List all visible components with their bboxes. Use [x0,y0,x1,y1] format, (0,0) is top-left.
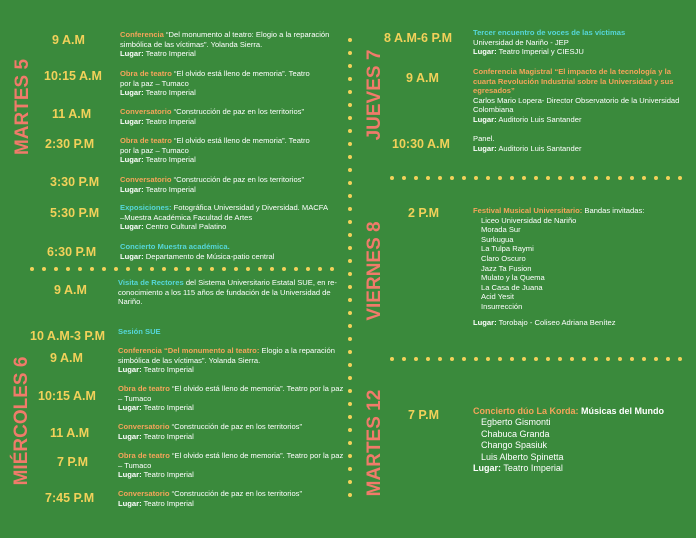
list-item: Acid Yesit [481,292,514,302]
event-description: Conversatorio “Construcción de paz en los territorios” Lugar: Teatro Imperial [120,175,305,194]
event-time: 10 A.M-3 P.M [30,329,106,343]
separator-dot [498,176,502,180]
list-item: Mulato y la Quema [481,273,545,283]
list-item: Chabuca Granda [481,428,550,439]
separator-dot [630,357,634,361]
event-description: Obra de teatro “El olvido está lleno de memoria”. Teatro por la paz – Tumaco Lugar: Teatro Imperial [118,384,344,413]
separator-dot [348,363,352,367]
event-description: Conversatorio “Construcción de paz en los territorios” Lugar: Teatro Imperial [120,107,305,126]
event-description: Obra de teatro “El olvido está lleno de memoria”. Teatro por la paz – Tumaco Lugar: Teatro Imperial [120,69,310,98]
separator-dot [348,194,352,198]
event-description: Conferencia “Del monumento al teatro: Elogio a la reparación simbólica de las víctimas”. Yolanda Sierra. Lugar: Teatro Imperial [118,346,335,375]
separator-dot [258,267,262,271]
separator-dot [570,357,574,361]
separator-dot [348,415,352,419]
event-description: Sesión SUE [118,327,161,336]
separator-dot [348,441,352,445]
event-time: 7 P.M [57,455,89,469]
event-time: 9 A.M [406,71,439,85]
separator-dot [486,357,490,361]
event-time: 10:30 A.M [392,137,450,151]
separator-dot [630,176,634,180]
separator-dot [348,324,352,328]
separator-dot [348,259,352,263]
day-viernes-8: VIERNES 8 [364,221,385,321]
day-jueves-7: JUEVES 7 [364,49,385,141]
separator-dot [30,267,34,271]
separator-dot [582,176,586,180]
separator-dot [246,267,250,271]
event-time: 11 A.M [50,426,90,440]
day-martes-12: MARTES 12 [364,389,385,497]
day-martes-5: MARTES 5 [12,58,33,156]
separator-dot [450,176,454,180]
separator-dot [510,176,514,180]
separator-dot [348,207,352,211]
band-list [473,216,688,312]
separator-dot [348,116,352,120]
separator-dot [402,176,406,180]
separator-dot [522,176,526,180]
separator-dot [426,176,430,180]
separator-dot [348,389,352,393]
separator-dot [654,176,658,180]
separator-dot [594,176,598,180]
separator-dot [348,90,352,94]
event-description: Visita de Rectores del Sistema Universitario Estatal SUE, en re-conocimiento a los 115 años de fundación de la Universidad de Nariño. [118,278,337,307]
separator-dot [102,267,106,271]
separator-dot [114,267,118,271]
list-item: Morada Sur [481,225,521,235]
separator-dot [348,311,352,315]
list-item: Surkugua [481,234,514,244]
separator-dot [642,176,646,180]
list-item: Liceo Universidad de Nariño [481,215,577,225]
event-time: 3:30 P.M [50,175,100,189]
separator-dot [558,357,562,361]
event-time: 10:15 A.M [38,389,96,403]
separator-dot [348,493,352,497]
separator-dot [594,357,598,361]
event-time: 7:45 P.M [45,491,95,505]
event-description: Conferencia “Del monumento al teatro: Elogio a la reparación simbólica de las víctimas”. Yolanda Sierra. Lugar: Teatro Imperial [120,30,330,59]
separator-dot [348,350,352,354]
separator-dot [348,376,352,380]
event-time: 9 A.M [50,351,83,365]
separator-dot [348,64,352,68]
separator-dot [282,267,286,271]
artist-list [473,417,688,463]
event-time: 9 A.M [54,283,87,297]
separator-dot [450,357,454,361]
event-time: 2 P.M [408,206,440,220]
separator-dot [348,142,352,146]
event-description: Exposiciones: Fotográfica Universidad y Diversidad. MACFA –Muestra Académica Facultad de Artes Lugar: Centro Cultural Palatino [120,203,328,232]
separator-dot [348,402,352,406]
event-description: Festival Musical Universitario: Bandas invitadas: Liceo Universidad de Nariño Morada Sur Surkugua La Tulpa Raymi Claro Oscuro Jazz Ta Fusion Mulato y la Quema La Casa de Juana Acid Yesit Insurrección Lugar: Torobajo - Coliseo Adriana Benítez [473,206,688,327]
separator-dot [42,267,46,271]
separator-dot [414,357,418,361]
separator-dot [348,246,352,250]
separator-dot [348,103,352,107]
separator-dot [348,77,352,81]
event-time: 6:30 P.M [47,245,97,259]
day-miercoles-6: MIÉRCOLES 6 [11,356,32,486]
event-time: 9 A.M [52,33,85,47]
separator-dot [348,272,352,276]
separator-dot [126,267,130,271]
event-time: 5:30 P.M [50,206,100,220]
separator-dot [348,51,352,55]
separator-dot [348,38,352,42]
separator-dot [534,176,538,180]
event-description: Conferencia Magistral “El impacto de la tecnología y la cuarta Revolución Industrial sobre la Universidad y sus egresados” Carlos Mario Lopera- Director Observatorio de la Universidad Colombiana Lugar: Auditorio Luis Santander [473,67,680,124]
separator-dot [348,467,352,471]
separator-dot [546,176,550,180]
separator-dot [498,357,502,361]
separator-dot [474,357,478,361]
separator-dot [162,267,166,271]
separator-dot [306,267,310,271]
separator-dot [348,337,352,341]
separator-dot [348,129,352,133]
event-description: Conversatorio “Construcción de paz en los territorios” Lugar: Teatro Imperial [118,489,303,508]
separator-dot [318,267,322,271]
separator-dot [618,357,622,361]
separator-dot [390,357,394,361]
separator-dot [582,357,586,361]
separator-dot [510,357,514,361]
event-time: 8 A.M-6 P.M [384,31,453,45]
separator-dot [522,357,526,361]
separator-dot [348,168,352,172]
separator-dot [348,298,352,302]
separator-dot [234,267,238,271]
separator-dot [570,176,574,180]
separator-dot [438,176,442,180]
separator-dot [474,176,478,180]
list-item: Egberto Gismonti [481,417,551,428]
separator-dot [138,267,142,271]
list-item: La Tulpa Raymi [481,244,534,254]
list-item: Jazz Ta Fusion [481,263,532,273]
separator-dot [198,267,202,271]
separator-dot [534,357,538,361]
separator-dot [666,357,670,361]
list-item: La Casa de Juana [481,282,543,292]
event-description: Obra de teatro “El olvido está lleno de memoria”. Teatro por la paz – Tumaco Lugar: Teatro Imperial [120,136,310,165]
event-time: 2:30 P.M [45,137,95,151]
separator-dot [606,176,610,180]
separator-dot [348,285,352,289]
separator-dot [654,357,658,361]
list-item: Insurrección [481,301,523,311]
separator-dot [462,357,466,361]
separator-dot [486,176,490,180]
event-description: Conversatorio “Construcción de paz en los territorios” Lugar: Teatro Imperial [118,422,303,441]
separator-dot [678,176,682,180]
separator-dot [546,357,550,361]
event-description: Concierto dúo La Korda: Músicas del Mundo Egberto Gismonti Chabuca Granda Chango Spasiuk Luis Alberto Spinetta Lugar: Teatro Imperial [473,406,688,474]
separator-dot [678,357,682,361]
separator-dot [618,176,622,180]
separator-dot [210,267,214,271]
separator-dot [390,176,394,180]
list-item: Chango Spasiuk [481,440,548,451]
separator-dot [462,176,466,180]
separator-dot [606,357,610,361]
event-time: 7 P.M [408,408,440,422]
separator-dot [54,267,58,271]
separator-dot [90,267,94,271]
event-description: Panel. Lugar: Auditorio Luis Santander [473,134,582,153]
separator-dot [150,267,154,271]
separator-dot [174,267,178,271]
event-description: Obra de teatro “El olvido está lleno de memoria”. Teatro por la paz – Tumaco Lugar: Teatro Imperial [118,451,344,480]
separator-dot [270,267,274,271]
separator-dot [348,454,352,458]
event-time: 11 A.M [52,107,92,121]
separator-dot [330,267,334,271]
separator-dot [348,181,352,185]
separator-dot [642,357,646,361]
event-description: Concierto Muestra académica. Lugar: Departamento de Música-patio central [120,242,275,261]
separator-dot [666,176,670,180]
event-description: Tercer encuentro de voces de las víctimas Universidad de Nariño - JEP Lugar: Teatro Imperial y CIESJU [473,28,626,57]
separator-dot [348,220,352,224]
separator-dot [66,267,70,271]
separator-dot [186,267,190,271]
separator-dot [558,176,562,180]
separator-dot [402,357,406,361]
event-time: 10:15 A.M [44,69,102,83]
list-item: Claro Oscuro [481,253,526,263]
separator-dot [414,176,418,180]
separator-dot [348,155,352,159]
separator-dot [348,428,352,432]
separator-dot [348,480,352,484]
separator-dot [78,267,82,271]
list-item: Luis Alberto Spinetta [481,451,564,462]
separator-dot [438,357,442,361]
separator-dot [426,357,430,361]
separator-dot [222,267,226,271]
separator-dot [348,233,352,237]
separator-dot [294,267,298,271]
